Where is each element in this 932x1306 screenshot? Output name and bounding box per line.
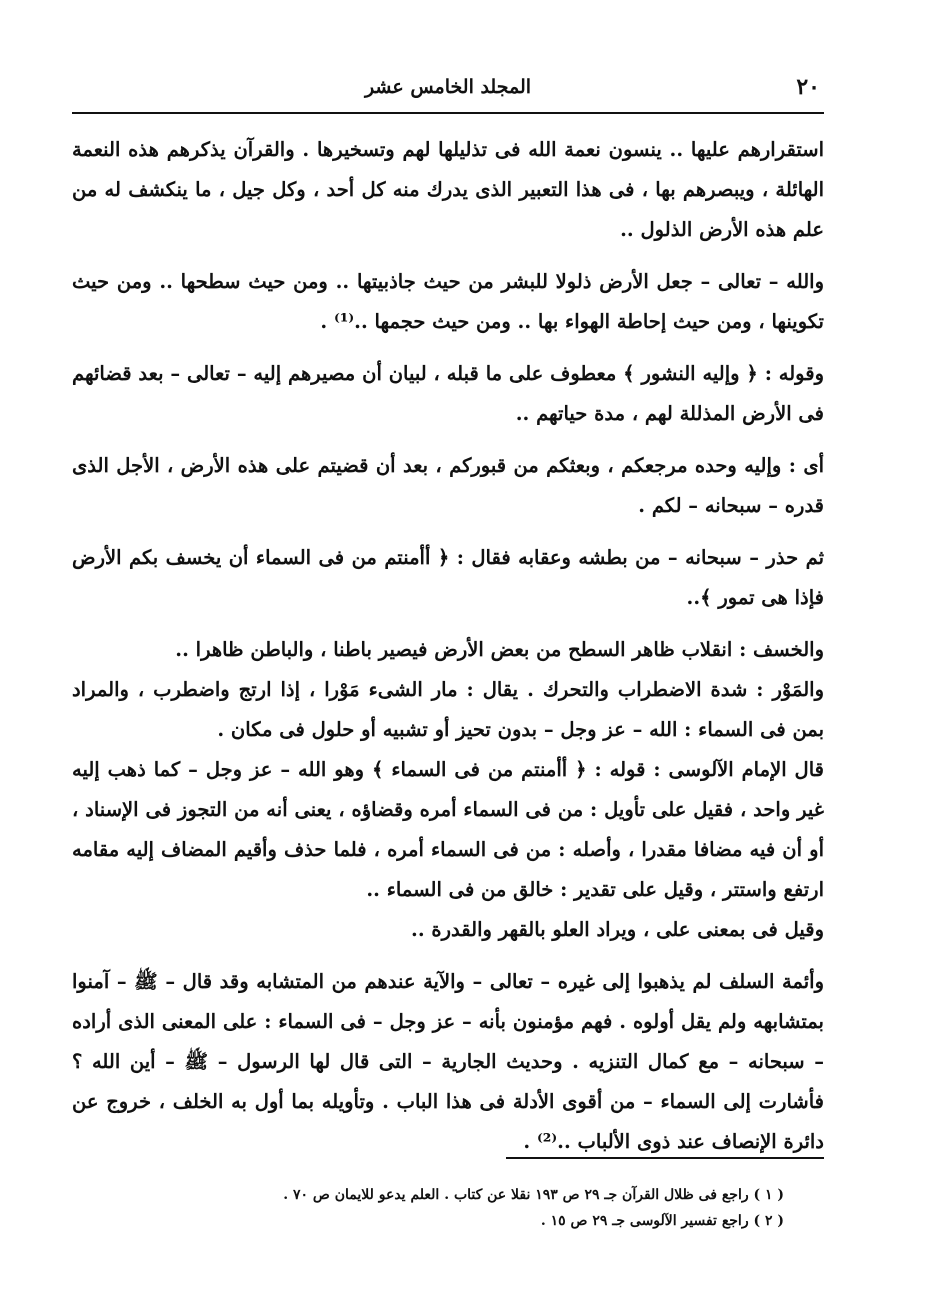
footnote: ( ١ ) راجع فى ظلال القرآن جـ ٢٩ ص ١٩٣ نقلا عن كتاب . العلم يدعو للايمان ص ٧٠ .	[283, 1187, 784, 1203]
paragraph: وأئمة السلف لم يذهبوا إلى غيره – تعالى – والآية عندهم من المتشابه وقد قال – ﷺ – آمنوا بمتشابهه ولم يقل أولوه . فهم مؤمنون بأنه – عز وجل – فى السماء : على المعنى الذى أراده – سبحانه – مع كمال التنزيه . وحديث الجارية – التى قال لها الرسول – ﷺ – أين الله ؟ فأشارت إلى السماء – من أقوى الأدلة فى هذا الباب . وتأويله بما أول به الخلف ، خروج عن دائرة الإنصاف عند ذوى الألباب ..⁽²⁾ .	[72, 970, 824, 1153]
paragraph: قال الإمام الآلوسى : قوله : ﴿ أأمنتم من فى السماء ﴾ وهو الله – عز وجل – كما ذهب إليه غير واحد ، فقيل على تأويل : من فى السماء أمره وقضاؤه ، يعنى أنه من التجوز فى الإسناد ، أو أن فيه مضافا مقدرا ، وأصله : من فى السماء أمره ، فلما حذف وأقيم المضاف إليه مقامه ارتفع واستتر ، وقيل على تقدير : خالق من فى السماء ..	[72, 758, 824, 901]
paragraph: والمَوْر : شدة الاضطراب والتحرك . يقال : مار الشىء مَوْرا ، إذا ارتج واضطرب ، والمراد بمن فى السماء : الله – عز وجل – بدون تحيز أو تشبيه أو حلول فى مكان .	[72, 678, 824, 741]
footnote-rule	[506, 1157, 824, 1159]
paragraph: استقرارهم عليها .. ينسون نعمة الله فى تذليلها لهم وتسخيرها . والقرآن يذكرهم هذه النعمة الهائلة ، ويبصرهم بها ، فى هذا التعبير الذى يدرك منه كل أحد ، وكل جيل ، ما ينكشف له من علم هذه الأرض الذلول ..	[72, 138, 824, 241]
paragraph: وقيل فى بمعنى على ، ويراد العلو بالقهر والقدرة ..	[411, 918, 824, 941]
page-header	[72, 72, 824, 116]
footnotes	[72, 1182, 784, 1234]
footnote: ( ٢ ) راجع تفسير الآلوسى جـ ٢٩ ص ١٥ .	[540, 1213, 784, 1229]
running-title: المجلد الخامس عشر	[364, 76, 532, 98]
header-rule	[72, 112, 824, 114]
body-text	[72, 130, 824, 1162]
page-number: ٢٠	[796, 74, 820, 100]
paragraph: والله – تعالى – جعل الأرض ذلولا للبشر من حيث جاذبيتها .. ومن حيث سطحها .. ومن حيث تكوينها ، ومن حيث إحاطة الهواء بها .. ومن حيث حجمها ..⁽¹⁾ .	[72, 270, 824, 333]
book-page	[72, 72, 824, 1232]
paragraph: والخسف : انقلاب ظاهر السطح من بعض الأرض فيصير باطنا ، والباطن ظاهرا ..	[175, 638, 824, 661]
paragraph: ثم حذر – سبحانه – من بطشه وعقابه فقال : ﴿ أأمنتم من فى السماء أن يخسف بكم الأرض فإذا هى تمور ﴾..	[72, 546, 824, 609]
paragraph: أى : وإليه وحده مرجعكم ، وبعثكم من قبوركم ، بعد أن قضيتم على هذه الأرض ، الأجل الذى قدره – سبحانه – لكم .	[72, 454, 824, 517]
paragraph: وقوله : ﴿ وإليه النشور ﴾ معطوف على ما قبله ، لبيان أن مصيرهم إليه – تعالى – بعد قضائهم فى الأرض المذللة لهم ، مدة حياتهم ..	[72, 362, 824, 425]
